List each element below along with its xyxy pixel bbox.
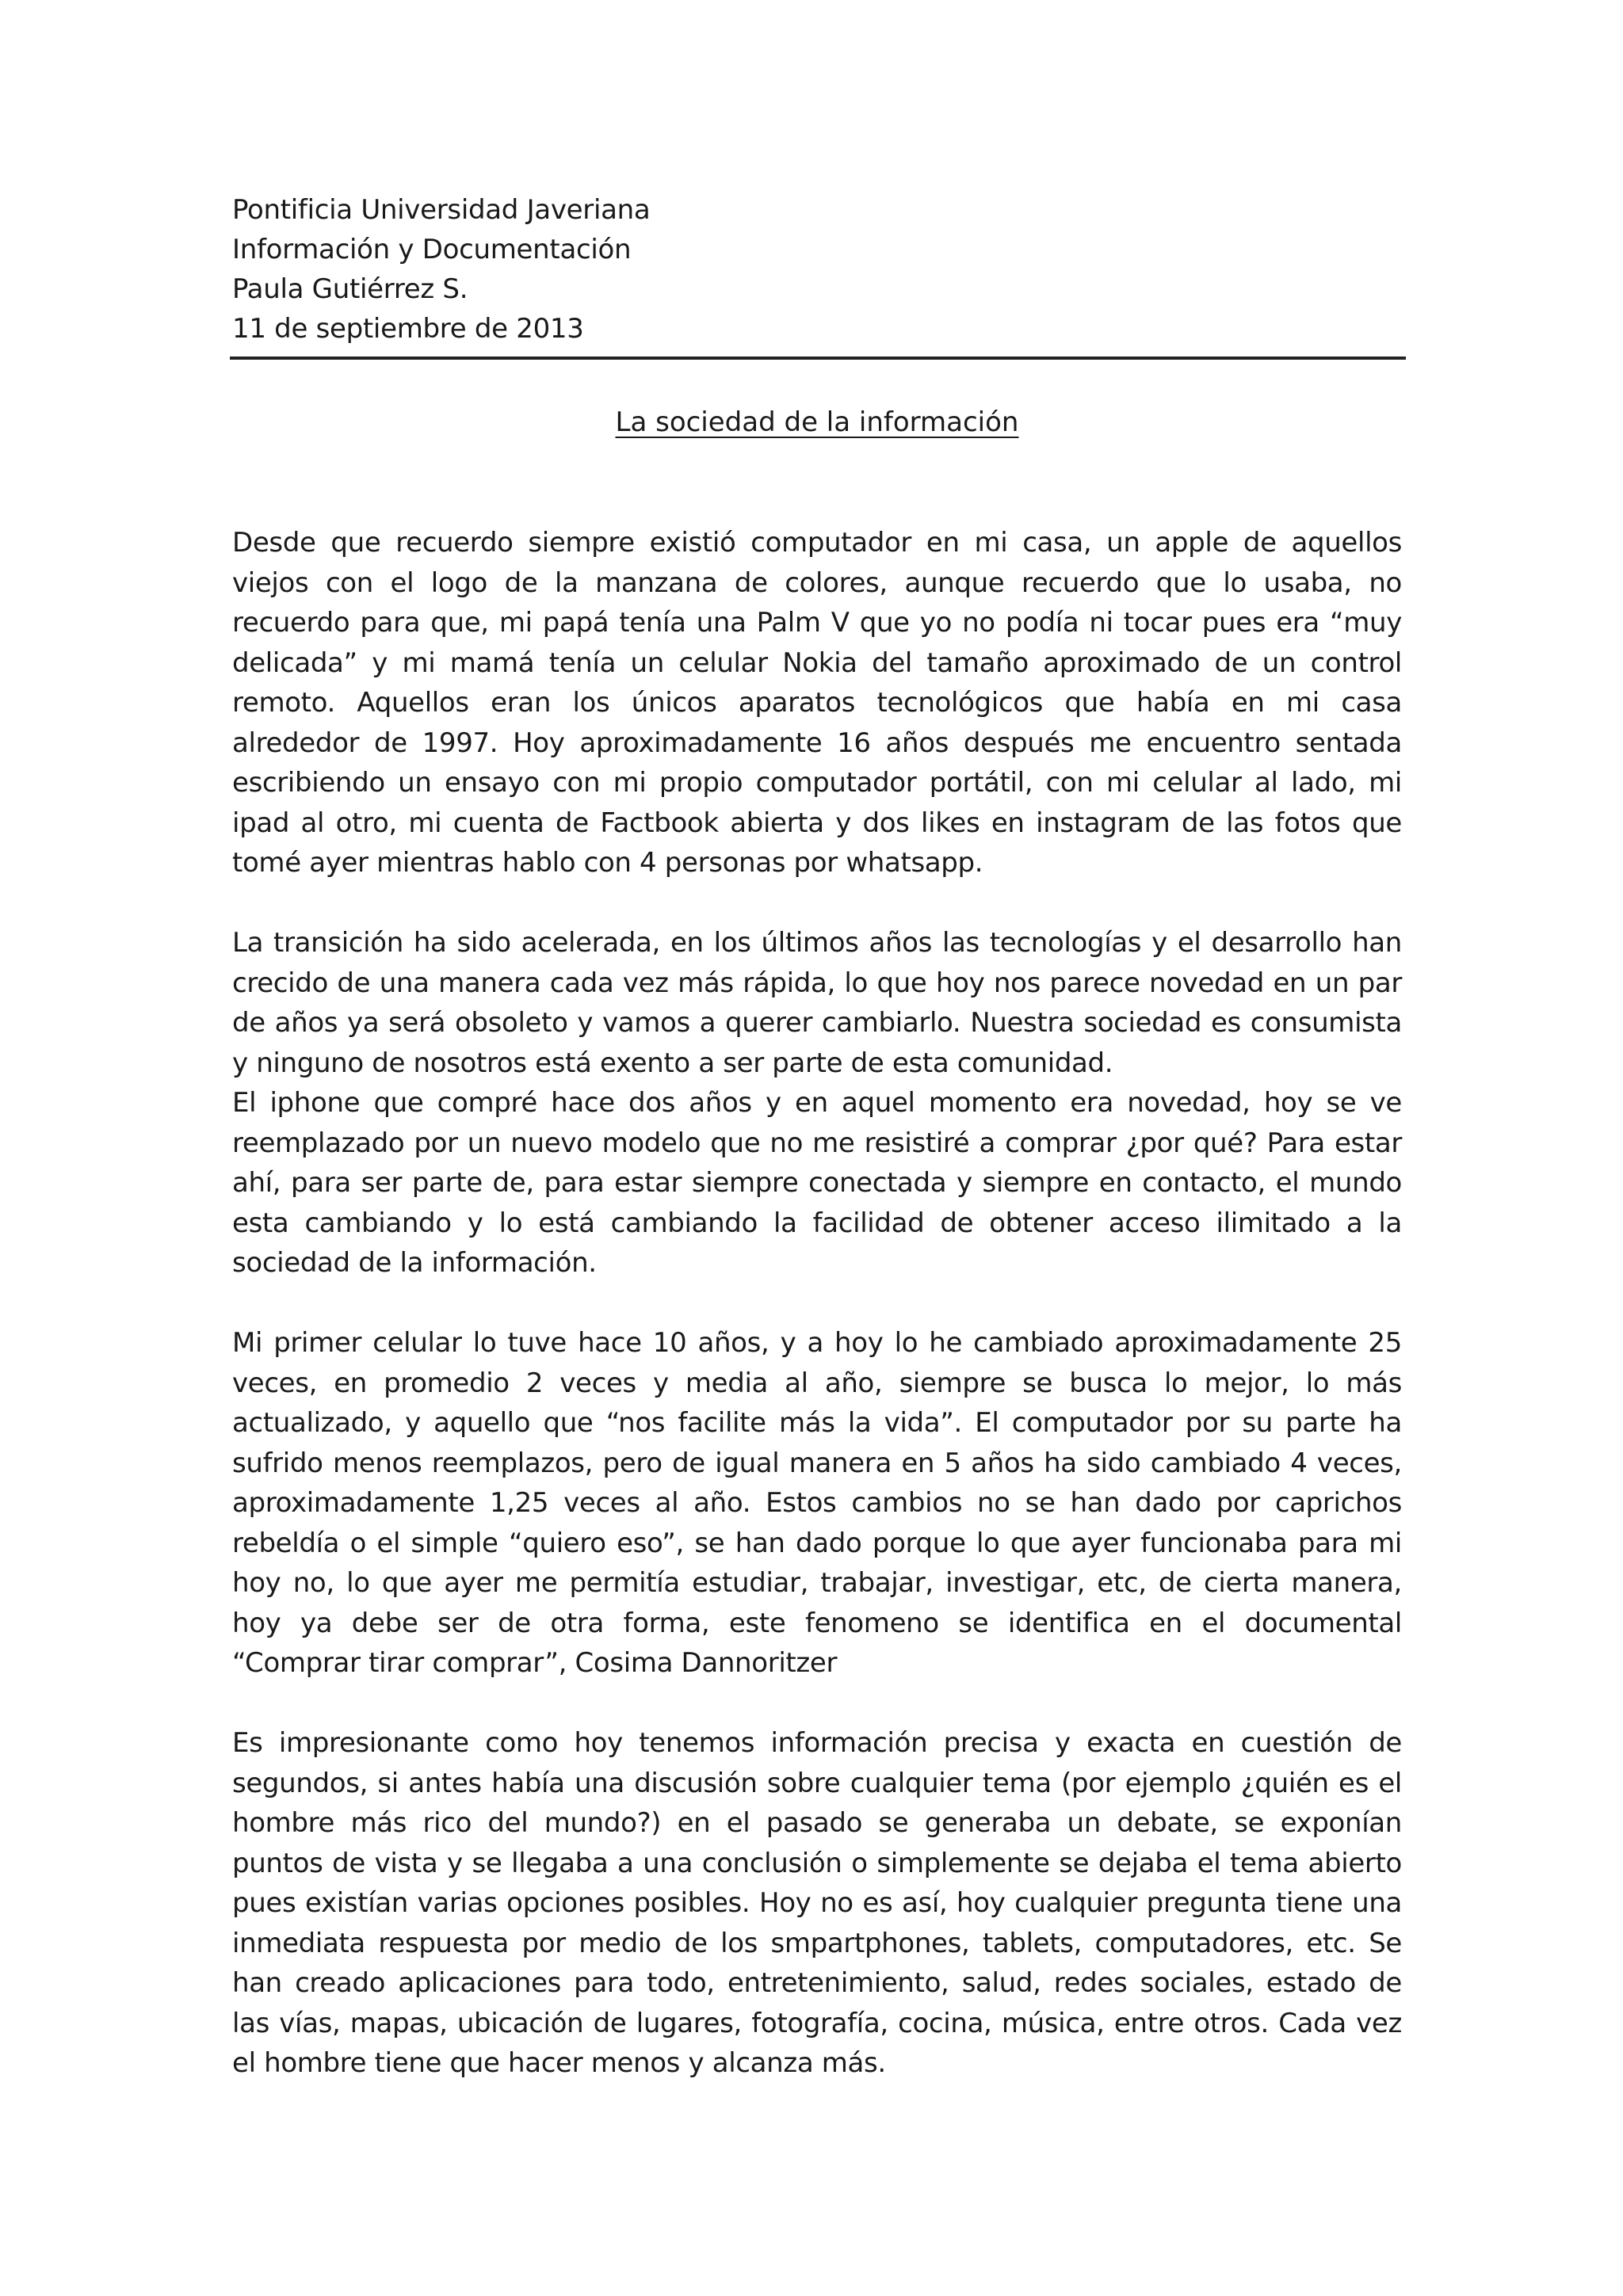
text-line: tomé ayer mientras hablo con 4 personas por whatsapp. — [232, 847, 983, 879]
header-divider — [230, 357, 1406, 360]
paragraph-gap — [232, 883, 1402, 924]
text-line: rebeldía o el simple “quiero eso”, se han dado porque lo que ayer funcionaba para mi — [232, 1527, 1402, 1559]
text-line: alrededor de 1997. Hoy aproximadamente 16 años después me encuentro sentada — [232, 727, 1402, 759]
text-line: segundos, si antes había una discusión sobre cualquier tema (por ejemplo ¿quién es el — [232, 1767, 1402, 1799]
text-line: hoy no, lo que ayer me permitía estudiar, trabajar, investigar, etc, de cierta manera, — [232, 1567, 1402, 1599]
text-line: “Comprar tirar comprar”, Cosima Dannoritzer — [232, 1647, 838, 1679]
text-line: puntos de vista y se llegaba a una conclusión o simplemente se dejaba el tema abierto — [232, 1847, 1402, 1879]
text-line: y ninguno de nosotros está exento a ser parte de esta comunidad. — [232, 1047, 1113, 1079]
text-line: ahí, para ser parte de, para estar siempre conectada y siempre en contacto, el mundo — [232, 1167, 1402, 1199]
text-line: actualizado, y aquello que “nos facilite más la vida”. El computador por su parte ha — [232, 1407, 1402, 1439]
document-header — [232, 190, 1405, 349]
text-line: recuerdo para que, mi papá tenía una Palm V que yo no podía ni tocar pues era “muy — [232, 607, 1402, 639]
course-name: Información y Documentación — [232, 234, 632, 265]
text-line: esta cambiando y lo está cambiando la facilidad de obtener acceso ilimitado a la — [232, 1207, 1402, 1239]
text-line: La transición ha sido acelerada, en los últimos años las tecnologías y el desarrollo han — [232, 927, 1402, 959]
text-line: sufrido menos reemplazos, pero de igual manera en 5 años ha sido cambiado 4 veces, — [232, 1447, 1402, 1479]
text-line: veces, en promedio 2 veces y media al año, siempre se busca lo mejor, lo más — [232, 1367, 1402, 1399]
text-line: ipad al otro, mi cuenta de Factbook abierta y dos likes en instagram de las fotos que — [232, 807, 1402, 839]
document-date: 11 de septiembre de 2013 — [232, 313, 584, 345]
text-line: de años ya será obsoleto y vamos a querer cambiarlo. Nuestra sociedad es consumista — [232, 1007, 1402, 1039]
text-line: escribiendo un ensayo con mi propio computador portátil, con mi celular al lado, mi — [232, 767, 1402, 799]
text-line: viejos con el logo de la manzana de colores, aunque recuerdo que lo usaba, no — [232, 566, 1402, 599]
text-line: las vías, mapas, ubicación de lugares, fotografía, cocina, música, entre otros. Cada vez — [232, 2007, 1402, 2039]
text-line: remoto. Aquellos eran los únicos aparatos tecnológicos que había en mi casa — [232, 687, 1402, 719]
paragraph-gap — [232, 1684, 1402, 1724]
text-line: El iphone que compré hace dos años y en aquel momento era novedad, hoy se ve — [232, 1087, 1402, 1119]
text-line: han creado aplicaciones para todo, entretenimiento, salud, redes sociales, estado de — [232, 1967, 1402, 1999]
text-line: delicada” y mi mamá tenía un celular Nokia del tamaño aproximado de un control — [232, 646, 1402, 679]
author-name: Paula Gutiérrez S. — [232, 273, 468, 305]
text-line: inmediata respuesta por medio de los smpartphones, tablets, computadores, etc. Se — [232, 1927, 1402, 1959]
paragraph-gap — [232, 1283, 1402, 1324]
paragraph-3 — [232, 1323, 1402, 1684]
text-line: el hombre tiene que hacer menos y alcanza más. — [232, 2047, 886, 2079]
text-line: aproximadamente 1,25 veces al año. Estos cambios no se han dado por caprichos — [232, 1487, 1402, 1519]
text-line: Desde que recuerdo siempre existió computador en mi casa, un apple de aquellos — [232, 527, 1402, 559]
university-name: Pontificia Universidad Javeriana — [232, 194, 651, 226]
text-line: hombre más rico del mundo?) en el pasado se generaba un debate, se exponían — [232, 1807, 1402, 1839]
document-title: La sociedad de la información — [615, 406, 1019, 438]
document-body — [232, 523, 1402, 2084]
text-line: crecido de una manera cada vez más rápida, lo que hoy nos parece novedad en un par — [232, 967, 1402, 999]
paragraph-4 — [232, 1723, 1402, 2084]
text-line: pues existían varias opciones posibles. Hoy no es así, hoy cualquier pregunta tiene una — [232, 1887, 1402, 1919]
text-line: sociedad de la información. — [232, 1247, 597, 1279]
text-line: hoy ya debe ser de otra forma, este fenomeno se identifica en el documental — [232, 1607, 1402, 1639]
document-title-wrapper — [232, 402, 1402, 442]
text-line: Es impresionante como hoy tenemos información precisa y exacta en cuestión de — [232, 1727, 1402, 1759]
paragraph-1 — [232, 523, 1402, 883]
paragraph-2 — [232, 923, 1402, 1283]
text-line: Mi primer celular lo tuve hace 10 años, y a hoy lo he cambiado aproximadamente 25 — [232, 1327, 1402, 1359]
text-line: reemplazado por un nuevo modelo que no me resistiré a comprar ¿por qué? Para estar — [232, 1127, 1402, 1159]
